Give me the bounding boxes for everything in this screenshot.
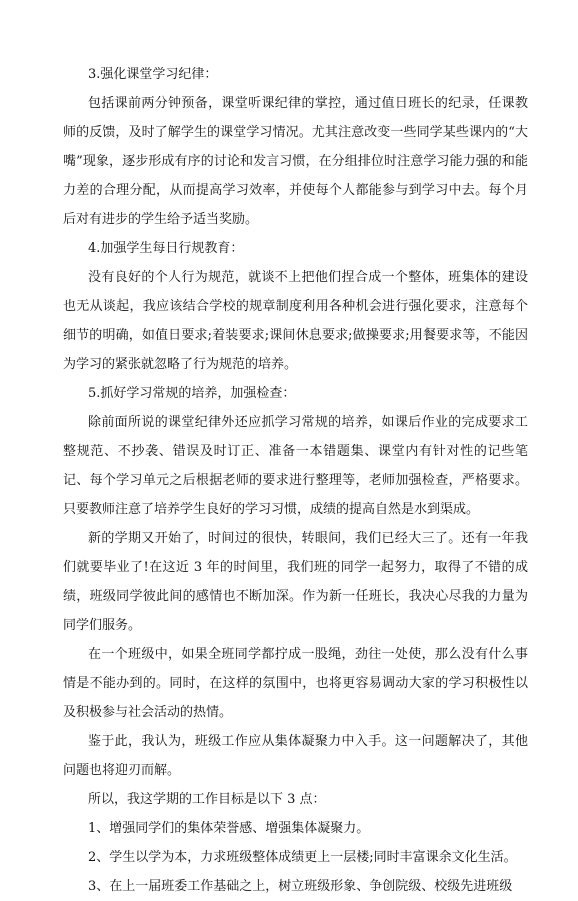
goal-item-2: 2、学生以学为本，力求班级整体成绩更上一层楼;同时丰富课余文化生活。 [88, 850, 517, 865]
paragraph-new-semester: 新的学期又开始了，时间过的很快，转眼间，我们已经大三了。还有一年我们就要毕业了!在这近 3 年的时间里，我们班的同学一起努力，取得了不错的成绩，班级同学彼此间的感情也不断加深。作为新一任班长，我决心尽我的力量为同学们服务。 [63, 531, 528, 633]
goal-item-1: 1、增强同学们的集体荣誉感、增强集体凝聚力。 [88, 821, 370, 836]
paragraph-cohesion: 鉴于此，我认为，班级工作应从集体凝聚力中入手。这一问题解决了，其他问题也将迎刃而解。 [63, 734, 528, 778]
goal-item-3: 3、在上一届班委工作基础之上，树立班级形象、争创院级、校级先进班级 [88, 879, 513, 894]
paragraph-goals-intro: 所以，我这学期的工作目标是以下 3 点： [88, 792, 326, 807]
section-body-study-habits: 除前面所说的课堂纪律外还应抓学习常规的培养，如课后作业的完成要求工整规范、不抄袭、错误及时订正、准备一本错题集、课堂内有针对性的记些笔记、每个学习单元之后根据老师的要求进行整理等，老师加强检查，严格要求。只要教师注意了培养学生良好的学习习惯，成绩的提高自然是水到渠成。 [63, 415, 528, 517]
paragraph-class-unity: 在一个班级中，如果全班同学都拧成一股绳，劲往一处使，那么没有什么事情是不能办到的。同时，在这样的氛围中，也将更容易调动大家的学习积极性以及积极参与社会活动的热情。 [63, 647, 528, 720]
section-body-behavior: 没有良好的个人行为规范，就谈不上把他们捏合成一个整体，班集体的建设也无从谈起，我应该结合学校的规章制度利用各种机会进行强化要求，注意每个细节的明确，如值日要求;着装要求;课间休息要求;做操要求;用餐要求等，不能因为学习的紧张就忽略了行为规范的培养。 [63, 270, 528, 372]
section-body-discipline: 包括课前两分钟预备，课堂听课纪律的掌控，通过值日班长的纪录，任课教师的反馈，及时了解学生的课堂学习情况。尤其注意改变一些同学某些课内的“大嘴”现象，逐步形成有序的讨论和发言习惯，在分组排位时注意学习能力强的和能力差的合理分配，从而提高学习效率，并使每个人都能参与到学习中去。每个月后对有进步的学生给予适当奖励。 [63, 96, 528, 227]
section-heading-discipline: 3.强化课堂学习纪律： [88, 67, 218, 82]
section-heading-behavior: 4.加强学生每日行规教育： [88, 241, 244, 256]
section-heading-study-habits: 5.抓好学习常规的培养，加强检查： [88, 386, 296, 401]
